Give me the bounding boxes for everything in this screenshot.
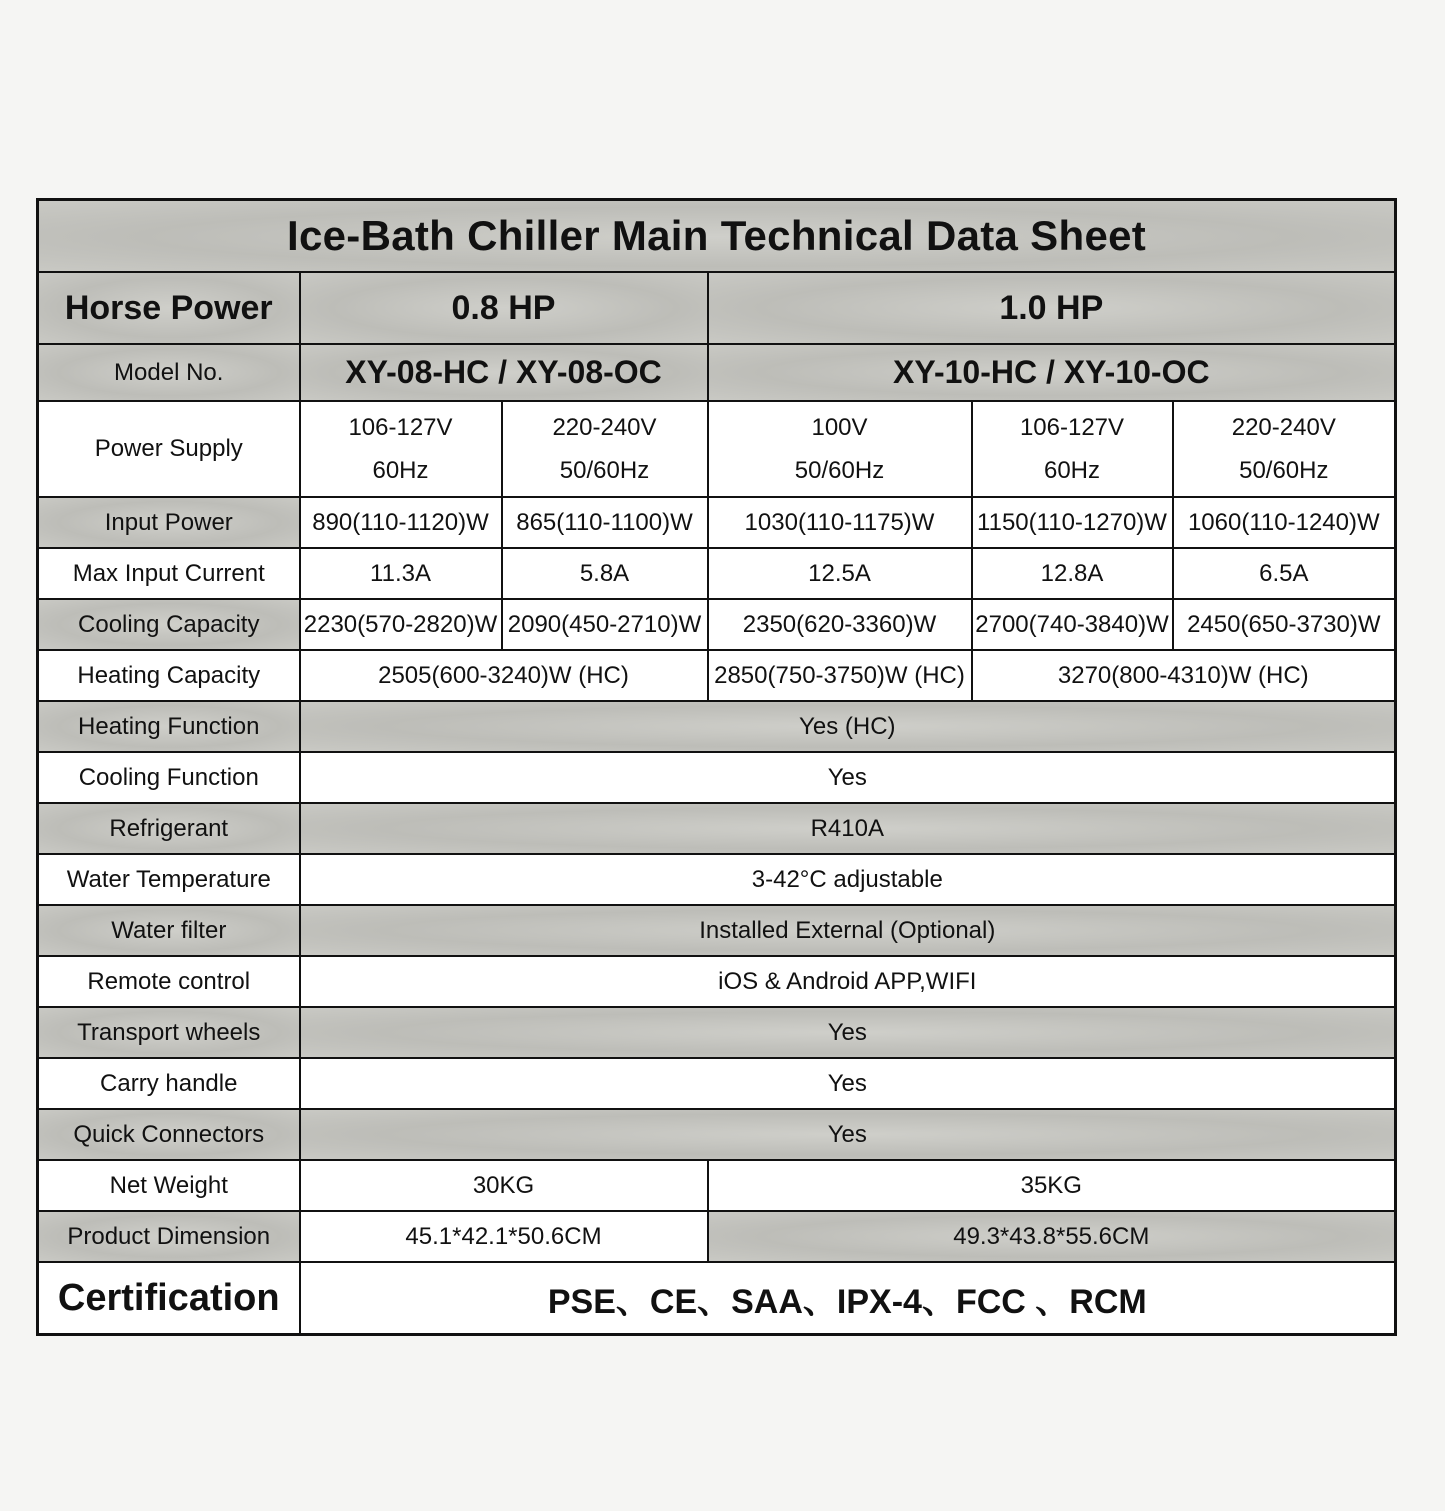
cooling-capacity-label: Cooling Capacity: [38, 599, 300, 650]
certification-value: PSE、CE、SAA、IPX-4、FCC 、RCM: [300, 1262, 1396, 1335]
max-current-value: 6.5A: [1173, 548, 1396, 599]
cooling-capacity-value: 2090(450-2710)W: [502, 599, 708, 650]
water-temperature-label: Water Temperature: [38, 854, 300, 905]
horse-power-label: Horse Power: [38, 272, 300, 344]
max-current-value: 12.8A: [972, 548, 1173, 599]
cooling-function-value: Yes: [300, 752, 1396, 803]
cooling-function-label: Cooling Function: [38, 752, 300, 803]
model-08-value: XY-08-HC / XY-08-OC: [300, 344, 708, 401]
refrigerant-value: R410A: [300, 803, 1396, 854]
power-supply-cell: [708, 401, 972, 497]
frequency: 50/60Hz: [1239, 457, 1329, 484]
cooling-capacity-value: 2230(570-2820)W: [300, 599, 502, 650]
voltage: 106-127V: [1019, 414, 1125, 441]
carry-handle-value: Yes: [300, 1058, 1396, 1109]
transport-wheels-label: Transport wheels: [38, 1007, 300, 1058]
certification-label: Certification: [38, 1262, 300, 1335]
input-power-value: 1030(110-1175)W: [708, 497, 972, 548]
cooling-capacity-value: 2450(650-3730)W: [1173, 599, 1396, 650]
dimension-08-value: 45.1*42.1*50.6CM: [300, 1211, 708, 1262]
input-power-label: Input Power: [38, 497, 300, 548]
input-power-value: 1060(110-1240)W: [1173, 497, 1396, 548]
water-filter-label: Water filter: [38, 905, 300, 956]
max-current-value: 12.5A: [708, 548, 972, 599]
hp-10-value: 1.0 HP: [708, 272, 1396, 344]
carry-handle-label: Carry handle: [38, 1058, 300, 1109]
max-current-value: 5.8A: [502, 548, 708, 599]
power-supply-label: Power Supply: [38, 401, 300, 497]
transport-wheels-value: Yes: [300, 1007, 1396, 1058]
cooling-capacity-value: 2700(740-3840)W: [972, 599, 1173, 650]
max-input-current-label: Max Input Current: [38, 548, 300, 599]
heating-capacity-value: 2850(750-3750)W (HC): [708, 650, 972, 701]
heating-capacity-value: 2505(600-3240)W (HC): [300, 650, 708, 701]
water-temperature-value: 3-42°C adjustable: [300, 854, 1396, 905]
data-sheet-table: [36, 198, 1397, 1336]
remote-control-label: Remote control: [38, 956, 300, 1007]
voltage: 220-240V: [1231, 414, 1336, 441]
voltage: 220-240V: [552, 414, 657, 441]
quick-connectors-label: Quick Connectors: [38, 1109, 300, 1160]
input-power-value: 1150(110-1270)W: [972, 497, 1173, 548]
heating-function-value: Yes (HC): [300, 701, 1396, 752]
frequency: 60Hz: [372, 457, 429, 484]
product-dimension-label: Product Dimension: [38, 1211, 300, 1262]
refrigerant-label: Refrigerant: [38, 803, 300, 854]
net-weight-10-value: 35KG: [708, 1160, 1396, 1211]
net-weight-08-value: 30KG: [300, 1160, 708, 1211]
max-current-value: 11.3A: [300, 548, 502, 599]
remote-control-value: iOS & Android APP,WIFI: [300, 956, 1396, 1007]
voltage: 106-127V: [348, 414, 453, 441]
hp-08-value: 0.8 HP: [300, 272, 708, 344]
power-supply-cell: [300, 401, 502, 497]
power-supply-cell: [502, 401, 708, 497]
input-power-value: 865(110-1100)W: [502, 497, 708, 548]
voltage: 100V: [811, 414, 868, 441]
net-weight-label: Net Weight: [38, 1160, 300, 1211]
heating-capacity-value: 3270(800-4310)W (HC): [972, 650, 1396, 701]
heating-function-label: Heating Function: [38, 701, 300, 752]
model-10-value: XY-10-HC / XY-10-OC: [708, 344, 1396, 401]
cooling-capacity-value: 2350(620-3360)W: [708, 599, 972, 650]
water-filter-value: Installed External (Optional): [300, 905, 1396, 956]
heating-capacity-label: Heating Capacity: [38, 650, 300, 701]
sheet-title: Ice-Bath Chiller Main Technical Data Sheet: [38, 200, 1396, 273]
frequency: 50/60Hz: [794, 457, 885, 484]
quick-connectors-value: Yes: [300, 1109, 1396, 1160]
input-power-value: 890(110-1120)W: [300, 497, 502, 548]
frequency: 60Hz: [1043, 457, 1101, 484]
frequency: 50/60Hz: [559, 457, 650, 484]
power-supply-cell: [972, 401, 1173, 497]
power-supply-cell: [1173, 401, 1396, 497]
model-label: Model No.: [38, 344, 300, 401]
dimension-10-value: 49.3*43.8*55.6CM: [708, 1211, 1396, 1262]
